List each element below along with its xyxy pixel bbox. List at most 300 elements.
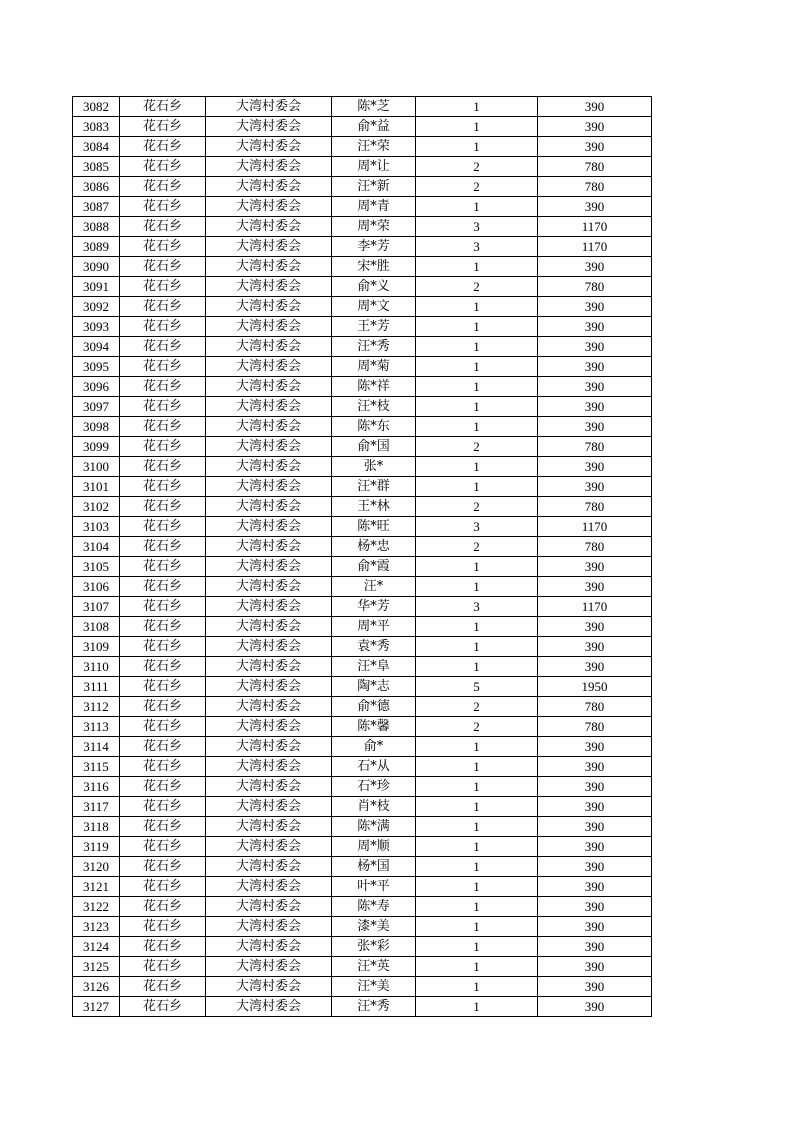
- township-cell: 花石乡: [120, 997, 206, 1017]
- amount-cell: 390: [538, 557, 652, 577]
- count-cell: 1: [416, 897, 538, 917]
- village-committee-cell: 大湾村委会: [206, 317, 332, 337]
- count-cell: 2: [416, 437, 538, 457]
- village-committee-cell: 大湾村委会: [206, 957, 332, 977]
- township-cell: 花石乡: [120, 737, 206, 757]
- village-committee-cell: 大湾村委会: [206, 177, 332, 197]
- name-cell: 汪*枝: [332, 397, 416, 417]
- row-number-cell: 3098: [73, 417, 120, 437]
- name-cell: 周*平: [332, 617, 416, 637]
- village-committee-cell: 大湾村委会: [206, 377, 332, 397]
- count-cell: 2: [416, 177, 538, 197]
- village-committee-cell: 大湾村委会: [206, 677, 332, 697]
- village-committee-cell: 大湾村委会: [206, 357, 332, 377]
- table-row: [73, 177, 652, 197]
- township-cell: 花石乡: [120, 757, 206, 777]
- village-committee-cell: 大湾村委会: [206, 157, 332, 177]
- village-committee-cell: 大湾村委会: [206, 257, 332, 277]
- count-cell: 1: [416, 877, 538, 897]
- table-row: [73, 357, 652, 377]
- amount-cell: 390: [538, 97, 652, 117]
- row-number-cell: 3088: [73, 217, 120, 237]
- amount-cell: 780: [538, 177, 652, 197]
- count-cell: 2: [416, 717, 538, 737]
- township-cell: 花石乡: [120, 277, 206, 297]
- village-committee-cell: 大湾村委会: [206, 577, 332, 597]
- village-committee-cell: 大湾村委会: [206, 237, 332, 257]
- data-table: [72, 96, 652, 1017]
- name-cell: 陶*志: [332, 677, 416, 697]
- amount-cell: 390: [538, 777, 652, 797]
- table-row: [73, 917, 652, 937]
- village-committee-cell: 大湾村委会: [206, 737, 332, 757]
- name-cell: 俞*霞: [332, 557, 416, 577]
- amount-cell: 390: [538, 257, 652, 277]
- amount-cell: 780: [538, 437, 652, 457]
- township-cell: 花石乡: [120, 617, 206, 637]
- row-number-cell: 3082: [73, 97, 120, 117]
- name-cell: 王*芳: [332, 317, 416, 337]
- table-row: [73, 697, 652, 717]
- row-number-cell: 3115: [73, 757, 120, 777]
- amount-cell: 390: [538, 297, 652, 317]
- village-committee-cell: 大湾村委会: [206, 97, 332, 117]
- table-row: [73, 117, 652, 137]
- name-cell: 陈*芝: [332, 97, 416, 117]
- name-cell: 杨*国: [332, 857, 416, 877]
- township-cell: 花石乡: [120, 857, 206, 877]
- count-cell: 2: [416, 497, 538, 517]
- name-cell: 周*菊: [332, 357, 416, 377]
- amount-cell: 1170: [538, 597, 652, 617]
- count-cell: 1: [416, 417, 538, 437]
- village-committee-cell: 大湾村委会: [206, 777, 332, 797]
- count-cell: 1: [416, 917, 538, 937]
- amount-cell: 390: [538, 357, 652, 377]
- village-committee-cell: 大湾村委会: [206, 457, 332, 477]
- name-cell: 石*从: [332, 757, 416, 777]
- amount-cell: 1950: [538, 677, 652, 697]
- amount-cell: 390: [538, 857, 652, 877]
- row-number-cell: 3095: [73, 357, 120, 377]
- count-cell: 1: [416, 857, 538, 877]
- count-cell: 2: [416, 277, 538, 297]
- name-cell: 华*芳: [332, 597, 416, 617]
- count-cell: 1: [416, 817, 538, 837]
- township-cell: 花石乡: [120, 377, 206, 397]
- name-cell: 俞*益: [332, 117, 416, 137]
- township-cell: 花石乡: [120, 417, 206, 437]
- count-cell: 1: [416, 377, 538, 397]
- table-row: [73, 97, 652, 117]
- township-cell: 花石乡: [120, 357, 206, 377]
- table-row: [73, 937, 652, 957]
- count-cell: 1: [416, 317, 538, 337]
- village-committee-cell: 大湾村委会: [206, 817, 332, 837]
- table-row: [73, 777, 652, 797]
- village-committee-cell: 大湾村委会: [206, 417, 332, 437]
- name-cell: 漆*美: [332, 917, 416, 937]
- village-committee-cell: 大湾村委会: [206, 897, 332, 917]
- count-cell: 1: [416, 577, 538, 597]
- table-row: [73, 517, 652, 537]
- amount-cell: 390: [538, 117, 652, 137]
- name-cell: 汪*美: [332, 977, 416, 997]
- amount-cell: 390: [538, 897, 652, 917]
- village-committee-cell: 大湾村委会: [206, 857, 332, 877]
- township-cell: 花石乡: [120, 217, 206, 237]
- count-cell: 1: [416, 617, 538, 637]
- amount-cell: 390: [538, 797, 652, 817]
- amount-cell: 390: [538, 137, 652, 157]
- township-cell: 花石乡: [120, 177, 206, 197]
- township-cell: 花石乡: [120, 517, 206, 537]
- table-row: [73, 617, 652, 637]
- row-number-cell: 3125: [73, 957, 120, 977]
- township-cell: 花石乡: [120, 777, 206, 797]
- amount-cell: 390: [538, 657, 652, 677]
- village-committee-cell: 大湾村委会: [206, 197, 332, 217]
- table-row: [73, 677, 652, 697]
- count-cell: 1: [416, 797, 538, 817]
- name-cell: 张*: [332, 457, 416, 477]
- row-number-cell: 3112: [73, 697, 120, 717]
- amount-cell: 390: [538, 477, 652, 497]
- table-row: [73, 957, 652, 977]
- amount-cell: 390: [538, 197, 652, 217]
- table-row: [73, 897, 652, 917]
- table-row: [73, 557, 652, 577]
- village-committee-cell: 大湾村委会: [206, 337, 332, 357]
- table-row: [73, 257, 652, 277]
- table-row: [73, 317, 652, 337]
- count-cell: 1: [416, 957, 538, 977]
- row-number-cell: 3108: [73, 617, 120, 637]
- village-committee-cell: 大湾村委会: [206, 437, 332, 457]
- row-number-cell: 3119: [73, 837, 120, 857]
- table-row: [73, 977, 652, 997]
- township-cell: 花石乡: [120, 657, 206, 677]
- count-cell: 1: [416, 977, 538, 997]
- village-committee-cell: 大湾村委会: [206, 617, 332, 637]
- row-number-cell: 3092: [73, 297, 120, 317]
- count-cell: 2: [416, 157, 538, 177]
- table-row: [73, 577, 652, 597]
- row-number-cell: 3090: [73, 257, 120, 277]
- township-cell: 花石乡: [120, 457, 206, 477]
- count-cell: 1: [416, 97, 538, 117]
- count-cell: 1: [416, 137, 538, 157]
- village-committee-cell: 大湾村委会: [206, 657, 332, 677]
- count-cell: 1: [416, 657, 538, 677]
- row-number-cell: 3110: [73, 657, 120, 677]
- table-row: [73, 717, 652, 737]
- count-cell: 1: [416, 197, 538, 217]
- township-cell: 花石乡: [120, 197, 206, 217]
- count-cell: 1: [416, 337, 538, 357]
- village-committee-cell: 大湾村委会: [206, 537, 332, 557]
- amount-cell: 780: [538, 497, 652, 517]
- count-cell: 1: [416, 557, 538, 577]
- table-row: [73, 837, 652, 857]
- name-cell: 陈*馨: [332, 717, 416, 737]
- village-committee-cell: 大湾村委会: [206, 217, 332, 237]
- row-number-cell: 3109: [73, 637, 120, 657]
- township-cell: 花石乡: [120, 637, 206, 657]
- row-number-cell: 3104: [73, 537, 120, 557]
- amount-cell: 390: [538, 997, 652, 1017]
- township-cell: 花石乡: [120, 117, 206, 137]
- count-cell: 1: [416, 477, 538, 497]
- village-committee-cell: 大湾村委会: [206, 757, 332, 777]
- row-number-cell: 3124: [73, 937, 120, 957]
- village-committee-cell: 大湾村委会: [206, 917, 332, 937]
- township-cell: 花石乡: [120, 237, 206, 257]
- row-number-cell: 3097: [73, 397, 120, 417]
- table-row: [73, 657, 652, 677]
- village-committee-cell: 大湾村委会: [206, 837, 332, 857]
- table-row: [73, 497, 652, 517]
- township-cell: 花石乡: [120, 337, 206, 357]
- township-cell: 花石乡: [120, 597, 206, 617]
- table-row: [73, 597, 652, 617]
- row-number-cell: 3117: [73, 797, 120, 817]
- table-body: [73, 97, 652, 1017]
- village-committee-cell: 大湾村委会: [206, 517, 332, 537]
- name-cell: 陈*旺: [332, 517, 416, 537]
- name-cell: 叶*平: [332, 877, 416, 897]
- amount-cell: 390: [538, 977, 652, 997]
- row-number-cell: 3094: [73, 337, 120, 357]
- count-cell: 3: [416, 237, 538, 257]
- name-cell: 俞*义: [332, 277, 416, 297]
- row-number-cell: 3127: [73, 997, 120, 1017]
- village-committee-cell: 大湾村委会: [206, 877, 332, 897]
- table-row: [73, 297, 652, 317]
- row-number-cell: 3111: [73, 677, 120, 697]
- row-number-cell: 3083: [73, 117, 120, 137]
- amount-cell: 390: [538, 757, 652, 777]
- name-cell: 汪*: [332, 577, 416, 597]
- row-number-cell: 3084: [73, 137, 120, 157]
- count-cell: 1: [416, 117, 538, 137]
- name-cell: 汪*英: [332, 957, 416, 977]
- village-committee-cell: 大湾村委会: [206, 397, 332, 417]
- village-committee-cell: 大湾村委会: [206, 977, 332, 997]
- row-number-cell: 3087: [73, 197, 120, 217]
- village-committee-cell: 大湾村委会: [206, 997, 332, 1017]
- village-committee-cell: 大湾村委会: [206, 137, 332, 157]
- row-number-cell: 3096: [73, 377, 120, 397]
- amount-cell: 390: [538, 417, 652, 437]
- row-number-cell: 3091: [73, 277, 120, 297]
- row-number-cell: 3113: [73, 717, 120, 737]
- table-row: [73, 737, 652, 757]
- amount-cell: 390: [538, 377, 652, 397]
- name-cell: 肖*枝: [332, 797, 416, 817]
- amount-cell: 390: [538, 617, 652, 637]
- amount-cell: 390: [538, 397, 652, 417]
- village-committee-cell: 大湾村委会: [206, 477, 332, 497]
- row-number-cell: 3089: [73, 237, 120, 257]
- count-cell: 1: [416, 937, 538, 957]
- village-committee-cell: 大湾村委会: [206, 637, 332, 657]
- name-cell: 周*文: [332, 297, 416, 317]
- row-number-cell: 3085: [73, 157, 120, 177]
- township-cell: 花石乡: [120, 437, 206, 457]
- amount-cell: 390: [538, 957, 652, 977]
- amount-cell: 390: [538, 917, 652, 937]
- row-number-cell: 3099: [73, 437, 120, 457]
- table-row: [73, 237, 652, 257]
- name-cell: 俞*德: [332, 697, 416, 717]
- amount-cell: 390: [538, 937, 652, 957]
- table-row: [73, 337, 652, 357]
- count-cell: 1: [416, 397, 538, 417]
- name-cell: 周*顺: [332, 837, 416, 857]
- table-row: [73, 137, 652, 157]
- amount-cell: 780: [538, 717, 652, 737]
- row-number-cell: 3107: [73, 597, 120, 617]
- village-committee-cell: 大湾村委会: [206, 277, 332, 297]
- township-cell: 花石乡: [120, 817, 206, 837]
- amount-cell: 1170: [538, 217, 652, 237]
- table-row: [73, 637, 652, 657]
- township-cell: 花石乡: [120, 577, 206, 597]
- row-number-cell: 3093: [73, 317, 120, 337]
- amount-cell: 390: [538, 457, 652, 477]
- village-committee-cell: 大湾村委会: [206, 117, 332, 137]
- amount-cell: 780: [538, 697, 652, 717]
- name-cell: 张*彩: [332, 937, 416, 957]
- village-committee-cell: 大湾村委会: [206, 557, 332, 577]
- township-cell: 花石乡: [120, 157, 206, 177]
- count-cell: 3: [416, 217, 538, 237]
- name-cell: 汪*阜: [332, 657, 416, 677]
- count-cell: 1: [416, 757, 538, 777]
- row-number-cell: 3122: [73, 897, 120, 917]
- count-cell: 1: [416, 457, 538, 477]
- table-row: [73, 377, 652, 397]
- name-cell: 袁*秀: [332, 637, 416, 657]
- township-cell: 花石乡: [120, 137, 206, 157]
- township-cell: 花石乡: [120, 797, 206, 817]
- name-cell: 宋*胜: [332, 257, 416, 277]
- township-cell: 花石乡: [120, 317, 206, 337]
- township-cell: 花石乡: [120, 257, 206, 277]
- name-cell: 俞*国: [332, 437, 416, 457]
- row-number-cell: 3121: [73, 877, 120, 897]
- count-cell: 1: [416, 637, 538, 657]
- amount-cell: 390: [538, 337, 652, 357]
- amount-cell: 1170: [538, 517, 652, 537]
- name-cell: 周*荣: [332, 217, 416, 237]
- table-row: [73, 397, 652, 417]
- count-cell: 1: [416, 997, 538, 1017]
- row-number-cell: 3105: [73, 557, 120, 577]
- amount-cell: 390: [538, 877, 652, 897]
- row-number-cell: 3102: [73, 497, 120, 517]
- count-cell: 1: [416, 257, 538, 277]
- amount-cell: 1170: [538, 237, 652, 257]
- row-number-cell: 3118: [73, 817, 120, 837]
- row-number-cell: 3086: [73, 177, 120, 197]
- table-row: [73, 877, 652, 897]
- name-cell: 汪*群: [332, 477, 416, 497]
- amount-cell: 390: [538, 317, 652, 337]
- name-cell: 俞*: [332, 737, 416, 757]
- township-cell: 花石乡: [120, 537, 206, 557]
- village-committee-cell: 大湾村委会: [206, 717, 332, 737]
- township-cell: 花石乡: [120, 697, 206, 717]
- count-cell: 1: [416, 837, 538, 857]
- township-cell: 花石乡: [120, 877, 206, 897]
- row-number-cell: 3103: [73, 517, 120, 537]
- township-cell: 花石乡: [120, 977, 206, 997]
- village-committee-cell: 大湾村委会: [206, 497, 332, 517]
- table-row: [73, 757, 652, 777]
- amount-cell: 780: [538, 537, 652, 557]
- row-number-cell: 3116: [73, 777, 120, 797]
- name-cell: 陈*满: [332, 817, 416, 837]
- village-committee-cell: 大湾村委会: [206, 697, 332, 717]
- count-cell: 1: [416, 777, 538, 797]
- township-cell: 花石乡: [120, 897, 206, 917]
- township-cell: 花石乡: [120, 497, 206, 517]
- township-cell: 花石乡: [120, 717, 206, 737]
- table-row: [73, 437, 652, 457]
- township-cell: 花石乡: [120, 957, 206, 977]
- table-row: [73, 817, 652, 837]
- row-number-cell: 3123: [73, 917, 120, 937]
- township-cell: 花石乡: [120, 937, 206, 957]
- table-row: [73, 857, 652, 877]
- table-row: [73, 217, 652, 237]
- row-number-cell: 3106: [73, 577, 120, 597]
- name-cell: 王*林: [332, 497, 416, 517]
- table-row: [73, 157, 652, 177]
- table-row: [73, 797, 652, 817]
- amount-cell: 390: [538, 737, 652, 757]
- village-committee-cell: 大湾村委会: [206, 937, 332, 957]
- amount-cell: 390: [538, 837, 652, 857]
- count-cell: 1: [416, 737, 538, 757]
- amount-cell: 780: [538, 157, 652, 177]
- name-cell: 汪*秀: [332, 337, 416, 357]
- township-cell: 花石乡: [120, 557, 206, 577]
- township-cell: 花石乡: [120, 477, 206, 497]
- township-cell: 花石乡: [120, 917, 206, 937]
- village-committee-cell: 大湾村委会: [206, 297, 332, 317]
- village-committee-cell: 大湾村委会: [206, 597, 332, 617]
- amount-cell: 390: [538, 577, 652, 597]
- amount-cell: 390: [538, 817, 652, 837]
- table-row: [73, 277, 652, 297]
- name-cell: 汪*荣: [332, 137, 416, 157]
- table-row: [73, 537, 652, 557]
- name-cell: 周*青: [332, 197, 416, 217]
- row-number-cell: 3100: [73, 457, 120, 477]
- count-cell: 1: [416, 297, 538, 317]
- name-cell: 周*让: [332, 157, 416, 177]
- count-cell: 3: [416, 517, 538, 537]
- township-cell: 花石乡: [120, 297, 206, 317]
- count-cell: 3: [416, 597, 538, 617]
- name-cell: 杨*忠: [332, 537, 416, 557]
- name-cell: 陈*祥: [332, 377, 416, 397]
- township-cell: 花石乡: [120, 677, 206, 697]
- name-cell: 李*芳: [332, 237, 416, 257]
